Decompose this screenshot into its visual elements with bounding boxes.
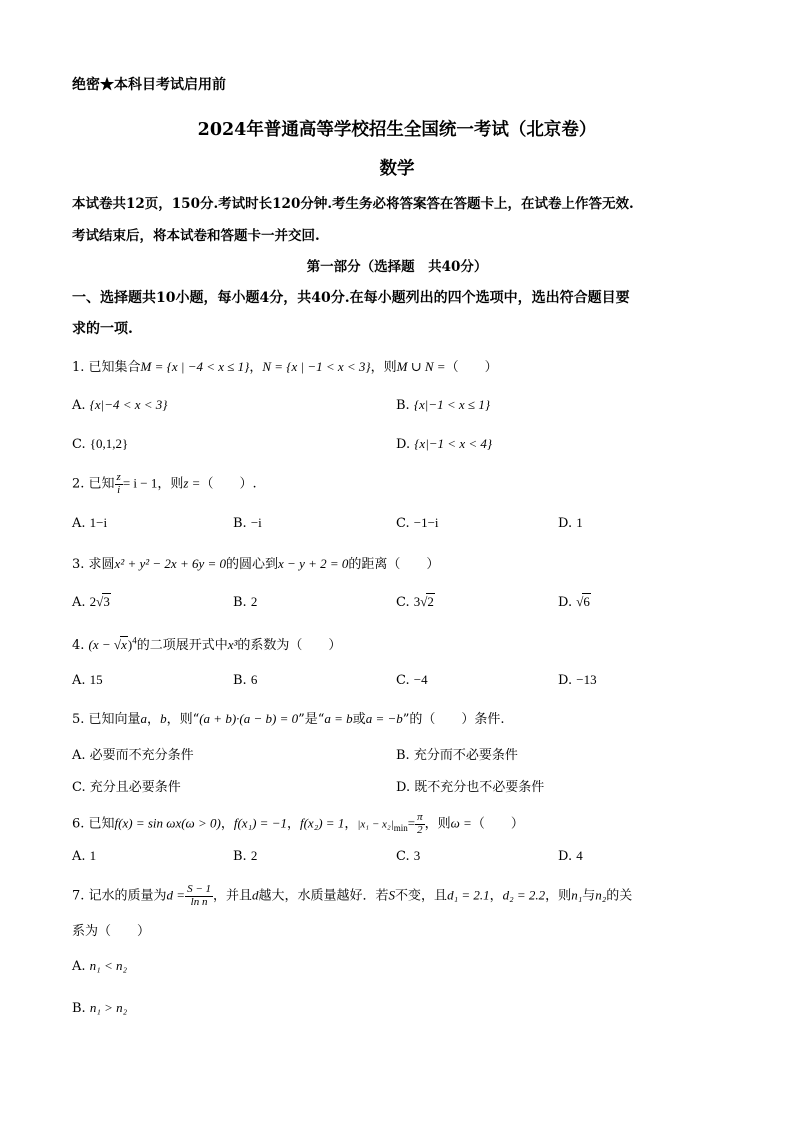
q3-circle-eq: x² + y² − 2x + 6y = 0: [114, 556, 227, 571]
q6-suffix: （ ）: [471, 816, 524, 832]
question-6-stem: [72, 812, 524, 836]
q2-frac-den: i: [117, 483, 121, 496]
option-text: 1: [89, 848, 97, 863]
q7-d-expr: d =: [166, 887, 186, 903]
q2-mid: ，则: [157, 476, 184, 492]
q7-n1: n₁: [571, 887, 583, 903]
part-title: 第一部分（选择题 共40分）: [306, 259, 488, 275]
q6-sep2: ，: [286, 816, 300, 832]
q7-d2: d₂ = 2.2: [502, 887, 546, 903]
q6-sep: ，: [220, 816, 234, 832]
instructions-line-2: 考试结束后，将本试卷和答题卡一并交回.: [72, 228, 320, 244]
q7-var-d: d: [252, 887, 259, 903]
q4-binom-radicand: x: [121, 637, 127, 652]
q6-func: f(x) = sin ωx(ω > 0): [114, 815, 221, 831]
q4-prefix: 4.: [72, 638, 85, 653]
option-label: C.: [72, 780, 86, 795]
q2-fraction: [115, 472, 123, 496]
option-text: {0,1,2}: [89, 436, 129, 451]
option-text: 3: [413, 848, 421, 863]
q4-option-d[interactable]: [558, 672, 597, 688]
option-label: D.: [396, 437, 411, 452]
option-coef: 3: [413, 594, 421, 609]
option-coef: 2: [89, 594, 97, 609]
section-heading-line-1: 一、选择题共10小题，每小题4分，共40分.在每小题列出的四个选项中，选出符合题目要: [72, 290, 630, 306]
q2-prefix: 2. 已知: [72, 476, 115, 492]
option-label: A.: [72, 398, 86, 413]
q1-option-c[interactable]: [72, 436, 128, 452]
q7-option-a[interactable]: [72, 958, 127, 974]
option-text: n₁ > n₂: [89, 1000, 128, 1015]
q3-mid: 的圆心到: [226, 557, 279, 572]
q6-mid: ，则: [424, 816, 451, 832]
question-7-stem-line-2: 系为（ ）: [72, 924, 151, 939]
option-label: B.: [396, 748, 410, 763]
q2-option-b[interactable]: [233, 515, 262, 531]
q4-option-a[interactable]: [72, 672, 103, 688]
question-5-stem: [72, 708, 505, 727]
option-radicand: 2: [427, 594, 434, 609]
option-label: A.: [72, 516, 86, 531]
q6-option-a[interactable]: [72, 848, 96, 864]
q5-option-b[interactable]: [396, 744, 518, 763]
q1-suffix: （ ）: [445, 360, 498, 375]
q4-binom-right: ): [127, 637, 133, 652]
q6-sep3: ，: [344, 816, 358, 832]
q5-option-d[interactable]: [396, 776, 544, 795]
option-label: D.: [558, 516, 573, 531]
q6-option-c[interactable]: [396, 848, 420, 864]
question-4-stem: 4. $(x - √x)^4$的二项展开式中x³的系数为（ ）: [72, 635, 342, 653]
q3-option-d[interactable]: D. √6: [558, 594, 590, 610]
q7-with: 与: [582, 888, 596, 904]
option-label: D.: [558, 849, 573, 864]
q2-option-d[interactable]: [558, 515, 583, 531]
q6-frac-den: 2: [417, 823, 423, 836]
option-label: A.: [72, 849, 86, 864]
q5-mid: ，则“: [166, 712, 200, 727]
q7-suffix: 的关: [606, 888, 633, 904]
q7-option-b[interactable]: [72, 1000, 127, 1016]
q1-sep: ，: [249, 360, 263, 375]
option-radicand: 6: [583, 594, 590, 609]
q1-option-a[interactable]: [72, 397, 168, 413]
option-label: A.: [72, 959, 86, 974]
q5-vector-a: a: [140, 711, 148, 726]
option-label: A.: [72, 748, 86, 763]
option-text: {x|−1 < x ≤ 1}: [413, 397, 491, 412]
q7-prefix: 7. 记水的质量为: [72, 888, 167, 904]
option-text: {x|−1 < x < 4}: [414, 436, 493, 451]
q7-frac-den: ln n: [190, 895, 208, 908]
q5-option-a[interactable]: [72, 744, 194, 763]
q7-fraction: [185, 884, 213, 908]
option-label: C.: [396, 849, 410, 864]
q4-option-c[interactable]: [396, 672, 428, 688]
q6-prefix: 6. 已知: [72, 816, 115, 832]
option-text: 15: [89, 672, 103, 687]
option-label: D.: [558, 595, 573, 610]
option-label: B.: [72, 1001, 86, 1016]
option-text: 4: [576, 848, 583, 863]
option-text: 必要而不充分条件: [89, 748, 194, 763]
option-label: D.: [396, 780, 411, 795]
q6-f1: f(x₁) = −1: [233, 815, 287, 831]
option-label: B.: [233, 516, 247, 531]
q5-expr2: a = b: [324, 711, 353, 726]
question-3-stem: [72, 553, 439, 572]
q4-suffix: 的系数为（ ）: [237, 638, 342, 653]
option-text: −1−i: [413, 515, 439, 530]
option-label: B.: [233, 673, 247, 688]
q3-option-c[interactable]: C. 3√2: [396, 594, 434, 610]
option-text: −4: [413, 672, 428, 687]
q5-mid2: ”是“: [298, 712, 325, 727]
q5-suffix: ”的（ ）条件.: [402, 712, 505, 727]
option-label: C.: [72, 437, 86, 452]
option-label: A.: [72, 595, 86, 610]
q4-binom-left: (x −: [88, 637, 114, 652]
option-label: A.: [72, 673, 86, 688]
q6-expr: ω =: [450, 815, 472, 831]
q7-mid2: 越大，水质量越好．若: [258, 888, 389, 904]
q1-option-d[interactable]: [396, 436, 492, 452]
q5-expr3: a = −b: [365, 711, 403, 726]
q4-mid: 的二项展开式中: [136, 638, 228, 653]
option-label: B.: [396, 398, 410, 413]
q2-frac-num: z: [116, 471, 121, 483]
option-text: 1−i: [89, 515, 108, 530]
q2-expr: = i − 1: [122, 475, 158, 491]
q3-line-eq: x − y + 2 = 0: [278, 556, 349, 571]
option-text: −i: [250, 515, 262, 530]
option-text: 6: [250, 672, 258, 687]
q5-sep: ，: [147, 712, 161, 727]
confidential-label: 绝密★本科目考试启用前: [72, 77, 226, 93]
q6-option-d[interactable]: [558, 848, 583, 864]
option-text: 1: [576, 515, 583, 530]
q2-suffix: （ ）.: [200, 476, 257, 492]
q6-fraction: [415, 812, 425, 836]
q6-option-b[interactable]: [233, 848, 257, 864]
q7-frac-num: S − 1: [187, 883, 212, 895]
option-label: B.: [233, 849, 247, 864]
q2-option-c[interactable]: [396, 515, 439, 531]
q5-option-c[interactable]: [72, 776, 181, 795]
question-2-stem: [72, 472, 257, 496]
q4-power: 4: [132, 635, 137, 646]
option-label: C.: [396, 673, 410, 688]
q3-prefix: 3. 求圆: [72, 557, 115, 572]
q4-term: x³: [227, 637, 238, 652]
subject-title: 数学: [379, 159, 415, 179]
q7-mid: ，并且: [213, 888, 253, 904]
q6-f2: f(x₂) = 1: [299, 815, 345, 831]
option-text: {x|−4 < x < 3}: [89, 397, 168, 412]
q1-expr: M ∪ N =: [396, 359, 446, 374]
q1-prefix: 1. 已知集合: [72, 360, 141, 375]
q3-suffix: 的距离（ ）: [348, 557, 440, 572]
option-text: 2: [250, 848, 258, 863]
option-label: C.: [396, 516, 410, 531]
q3-option-b[interactable]: [233, 594, 257, 610]
q6-abs: |x₁ − x₂|: [357, 818, 394, 831]
option-label: D.: [558, 673, 573, 688]
q6-abs-sub: min: [393, 823, 408, 834]
q5-vector-b: b: [160, 711, 167, 726]
section-heading-line-2: 求的一项.: [72, 321, 133, 337]
q7-mid3: 不变，且: [395, 888, 448, 904]
q5-expr: (a + b)·(a − b) = 0: [199, 711, 299, 726]
q7-sep: ，: [489, 888, 503, 904]
q7-d1: d₁ = 2.1: [447, 887, 490, 903]
q7-n2: n₂: [595, 887, 607, 903]
q2-expr2: z =: [183, 475, 201, 491]
option-label: C.: [396, 595, 410, 610]
q7-mid4: ，则: [545, 888, 572, 904]
q1-option-b[interactable]: [396, 397, 490, 413]
question-1-stem: [72, 356, 498, 375]
instructions-line-1: 本试卷共12页，150分.考试时长120分钟.考生务必将答案答在答题卡上，在试卷上作答无效.: [72, 196, 634, 212]
option-radicand: 3: [103, 594, 110, 609]
option-text: 充分而不必要条件: [413, 748, 518, 763]
q1-set-m: M = {x | −4 < x ≤ 1}: [140, 359, 250, 374]
option-text: 2: [250, 594, 258, 609]
q1-mid: ，则: [370, 360, 397, 375]
q6-frac-num: π: [417, 811, 423, 823]
option-text: 充分且必要条件: [89, 780, 181, 795]
exam-title: 2024年普通高等学校招生全国统一考试（北京卷）: [197, 120, 597, 140]
q6-eq: =: [407, 815, 416, 831]
option-text: −13: [576, 672, 597, 687]
option-text: n₁ < n₂: [89, 958, 127, 973]
q2-option-a[interactable]: [72, 515, 107, 531]
q5-prefix: 5. 已知向量: [72, 712, 141, 727]
option-text: 既不充分也不必要条件: [414, 780, 545, 795]
option-label: B.: [233, 595, 247, 610]
q5-or: 或: [352, 712, 366, 727]
q3-option-a[interactable]: A. 2√3: [72, 594, 110, 610]
q4-option-b[interactable]: [233, 672, 257, 688]
question-7-stem: [72, 884, 632, 908]
q7-var-s: S: [388, 887, 396, 903]
q1-set-n: N = {x | −1 < x < 3}: [262, 359, 371, 374]
